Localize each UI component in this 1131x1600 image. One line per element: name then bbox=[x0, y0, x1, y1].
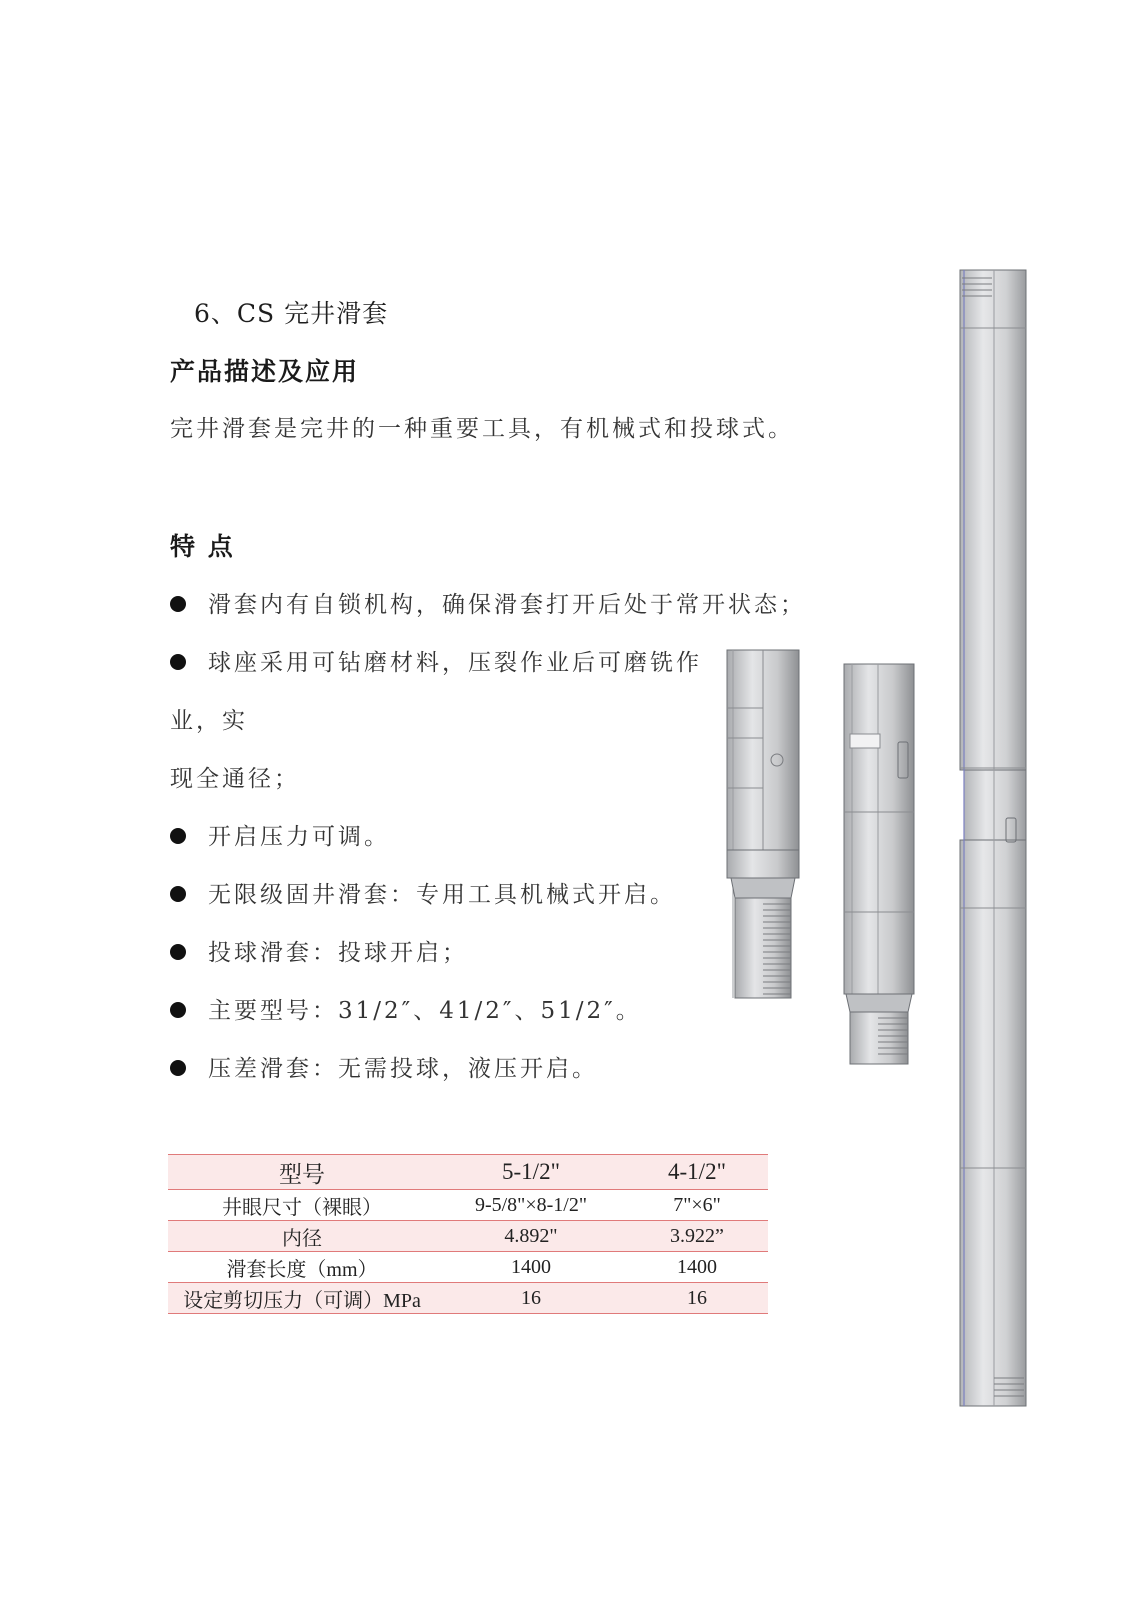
table-header-row bbox=[168, 1155, 768, 1190]
feature-item: 滑套内有自锁机构，确保滑套打开后处于常开状态； bbox=[170, 586, 806, 619]
table-cell: 内径 bbox=[282, 1227, 322, 1250]
table-cell: 16 bbox=[521, 1286, 541, 1309]
table-cell: 设定剪切压力（可调）MPa bbox=[183, 1289, 421, 1312]
table-cell: 3.922” bbox=[670, 1224, 724, 1247]
sliding-sleeve-illustration-long bbox=[958, 268, 1028, 1408]
table-cell: 16 bbox=[687, 1286, 707, 1309]
section-title: 6、CS 完井滑套 bbox=[194, 299, 389, 328]
table-cell: 井眼尺寸（裸眼） bbox=[222, 1196, 382, 1219]
table-cell: 4.892" bbox=[504, 1224, 558, 1247]
features-heading: 特 点 bbox=[170, 532, 235, 561]
table-row bbox=[168, 1283, 768, 1314]
table-row bbox=[168, 1252, 768, 1283]
table-row bbox=[168, 1221, 768, 1252]
table-cell: 1400 bbox=[677, 1255, 717, 1278]
table-cell: 7"×6" bbox=[673, 1193, 721, 1216]
sliding-sleeve-illustration-short bbox=[725, 648, 801, 1006]
bullet-icon bbox=[170, 596, 186, 612]
description-text: 完井滑套是完井的一种重要工具，有机械式和投球式。 bbox=[170, 416, 794, 442]
table-cell: 9-5/8"×8-1/2" bbox=[474, 1193, 588, 1216]
bullet-icon bbox=[170, 886, 186, 902]
feature-item: 无限级固井滑套：专用工具机械式开启。 bbox=[170, 876, 676, 909]
description-heading: 产品描述及应用 bbox=[170, 357, 360, 386]
table-row bbox=[168, 1190, 768, 1221]
bullet-icon bbox=[170, 1060, 186, 1076]
feature-item: 主要型号：31/2″、41/2″、51/2″。 bbox=[170, 992, 642, 1025]
bullet-icon bbox=[170, 1002, 186, 1018]
feature-continuation-line: 业，实 bbox=[170, 708, 248, 734]
table-cell: 1400 bbox=[511, 1255, 551, 1278]
table-header-cell: 型号 bbox=[279, 1161, 325, 1187]
bullet-icon bbox=[170, 828, 186, 844]
feature-item: 球座采用可钻磨材料，压裂作业后可磨铣作 bbox=[170, 644, 702, 677]
table-cell: 滑套长度（mm） bbox=[226, 1258, 378, 1281]
feature-item: 压差滑套：无需投球，液压开启。 bbox=[170, 1050, 598, 1083]
sliding-sleeve-illustration-medium bbox=[842, 662, 916, 1066]
feature-item: 投球滑套：投球开启； bbox=[170, 934, 468, 967]
bullet-icon bbox=[170, 654, 186, 670]
feature-continuation-line: 现全通径； bbox=[170, 766, 300, 792]
bullet-icon bbox=[170, 944, 186, 960]
table-header-cell: 4-1/2" bbox=[668, 1159, 726, 1184]
spec-table bbox=[168, 1154, 768, 1314]
table-header-cell: 5-1/2" bbox=[502, 1159, 560, 1184]
feature-item: 开启压力可调。 bbox=[170, 818, 390, 851]
